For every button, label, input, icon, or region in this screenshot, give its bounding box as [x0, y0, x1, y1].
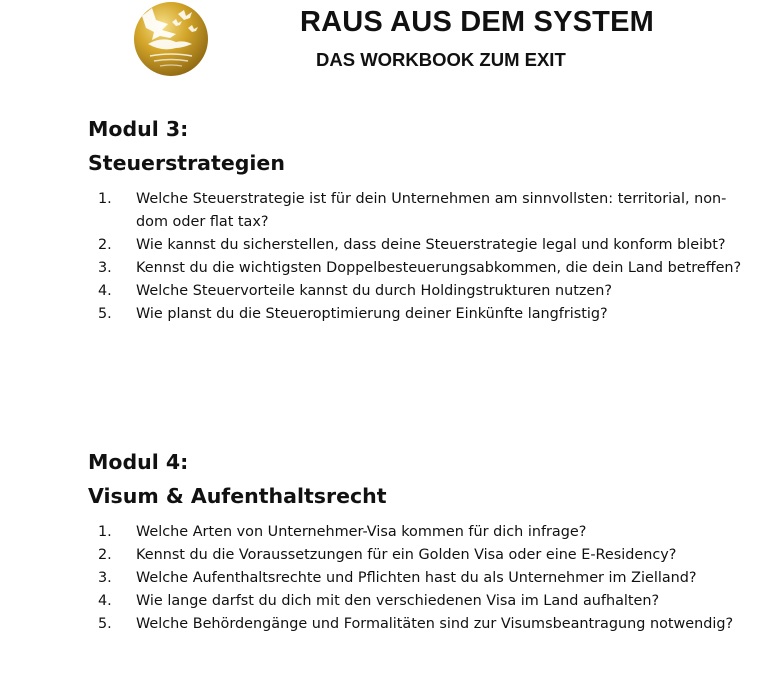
question-text: Welche Aufenthaltsrechte und Pflichten hast du als Unternehmer im Zielland?	[136, 570, 697, 586]
question-text: Welche Steuerstrategie ist für dein Unternehmen am sinnvollsten: territorial, non-dom oder flat tax?	[136, 191, 727, 230]
document-title: RAUS AUS DEM SYSTEM	[300, 6, 654, 38]
list-item	[88, 257, 748, 280]
question-text: Wie planst du die Steueroptimierung deiner Einkünfte langfristig?	[136, 306, 608, 322]
question-text: Wie lange darfst du dich mit den verschiedenen Visa im Land aufhalten?	[136, 593, 660, 609]
module-4-section	[88, 445, 748, 636]
list-number: 5.	[98, 306, 112, 322]
list-number: 3.	[98, 570, 112, 586]
module-3-question-list	[88, 188, 748, 326]
list-item	[88, 544, 748, 567]
module-3-topic: Steuerstrategien	[88, 151, 285, 175]
document-subtitle: DAS WORKBOOK ZUM EXIT	[316, 49, 566, 70]
module-4-question-list	[88, 521, 748, 636]
question-text: Kennst du die Voraussetzungen für ein Golden Visa oder eine E-Residency?	[136, 547, 677, 563]
list-number: 2.	[98, 547, 112, 563]
list-item	[88, 188, 748, 234]
list-number: 1.	[98, 524, 112, 540]
list-item	[88, 280, 748, 303]
question-text: Welche Steuervorteile kannst du durch Holdingstrukturen nutzen?	[136, 283, 613, 299]
module-4-topic: Visum & Aufenthaltsrecht	[88, 484, 387, 508]
module-4-label: Modul 4:	[88, 450, 189, 474]
list-item	[88, 567, 748, 590]
list-number: 3.	[98, 260, 112, 276]
module-3-label: Modul 3:	[88, 117, 189, 141]
module-3-heading	[88, 112, 748, 180]
list-number: 2.	[98, 237, 112, 253]
question-text: Wie kannst du sicherstellen, dass deine Steuerstrategie legal und konform bleibt?	[136, 237, 726, 253]
list-item	[88, 303, 748, 326]
list-item	[88, 613, 748, 636]
question-text: Welche Arten von Unternehmer-Visa kommen für dich infrage?	[136, 524, 587, 540]
list-item	[88, 521, 748, 544]
module-4-heading	[88, 445, 748, 513]
question-text: Kennst du die wichtigsten Doppelbesteuerungsabkommen, die dein Land betreffen?	[136, 260, 742, 276]
list-number: 1.	[98, 191, 112, 207]
gold-geese-logo-icon	[132, 0, 210, 78]
list-number: 4.	[98, 593, 112, 609]
module-3-section	[88, 112, 748, 326]
list-item	[88, 590, 748, 613]
list-number: 4.	[98, 283, 112, 299]
list-number: 5.	[98, 616, 112, 632]
question-text: Welche Behördengänge und Formalitäten sind zur Visumsbeantragung notwendig?	[136, 616, 734, 632]
list-item	[88, 234, 748, 257]
